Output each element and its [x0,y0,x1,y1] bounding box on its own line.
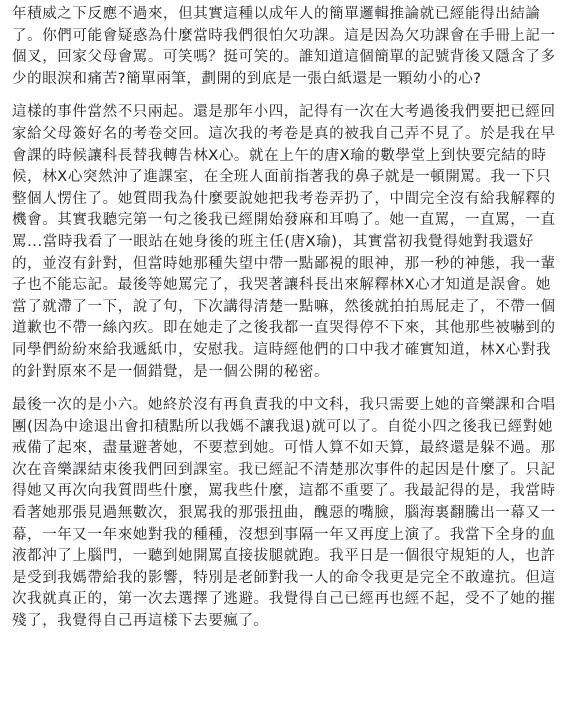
post-paragraph-2: 這樣的事件當然不只兩起。還是那年小四，記得有一次在大考過後我們要把已經回家給父母簽好名的考卷交回。這次我的考卷是真的被我自己弄不見了。於是我在早會課的時候讓科長替我轉告林X心。就在上午的唐X瑜的數學堂上到快要完結的時候，林X心突然沖了進課室，在全班人面前指著我的鼻子就是一頓開罵。我一下只整個人愣住了。她質問我為什麼要說她把我考卷弄扔了，中間完全沒有給我解釋的機會。其實我聽完第一句之後我已經開始發麻和耳鳴了。她一直罵，一直罵，一直罵...當時我看了一眼站在她身後的班主任(唐X瑜)，其實當初我覺得她對我還好的，並沒有針對，但當時她那種失望中帶一點鄙視的眼神，那一秒的神態，我一輩子也不能忘記。最後等她罵完了，我哭著讓科長出來解釋林X心才知道是誤會。她當了就滯了一下，說了句，下次講得清楚一點嘛，然後就拍拍馬屁走了，不帶一個道歉也不帶一絲內疚。即在她走了之後我都一直哭得停不下來，其他那些被嚇到的同學們紛紛來給我遞紙巾，安慰我。這時經他們的口中我才確實知道，林X心對我的針對原來不是一個錯覺，是一個公開的秘密。 [12,104,556,380]
post-paragraph-1: 年積威之下反應不過來，但其實這種以成年人的簡單邏輯推論就已經能得出結論了。你們可能會疑惑為什麼當時我們很怕欠功課。這是因為欠功課會在手冊上記一個叉，回家父母會罵。可笑嗎？挺可笑的。誰知道這個簡單的記號背後又隱含了多少的眼淚和痛苦?簡單兩筆，劃開的到底是一張白紙還是一顆幼小的心? [12,6,556,87]
post-paragraph-3: 最後一次的是小六。她終於沒有再負責我的中文科，我只需要上她的音樂課和合唱團(因為中途退出會扣積點所以我媽不讓我退)就可以了。自從小四之後我已經對她戒備了起來，盡量避著她，不要惹到她。可惜人算不如天算，最終還是躲不過。那次在音樂課結束後我們回到課室。我已經記不清楚那次事件的起因是什麼了。只記得她又再次向我質問些什麼，罵我些什麼，這都不重要了。我最記得的是，我當時看著她那張見過無數次，狠罵我的那張扭曲，醜惡的嘴臉，腦海裏翻騰出一幕又一幕，一年又一年來她對我的種種，沒想到事隔一年又再度上演了。我當下全身的血液都沖了上腦門，一聽到她開罵直接拔腿就跑。我平日是一個很守規矩的人，也許是受到我媽帶給我的影響，特別是老師對我一人的命令我更是完全不敢違抗。但這次我就真正的，第一次去選擇了逃避。我覺得自己已經再也經不起，受不了她的摧殘了，我覺得自己再這樣下去要瘋了。 [12,397,556,630]
